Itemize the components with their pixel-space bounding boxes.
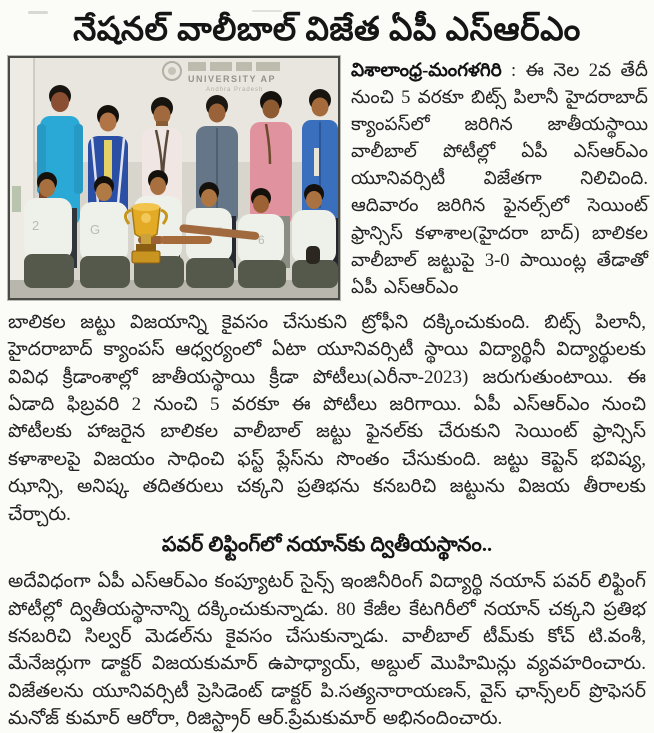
article-intro [351, 58, 648, 302]
subheading: పవర్ లిఫ్టింగ్‌లో నయాన్‌కు ద్వితీయస్థానం.. [161, 534, 493, 557]
team-photo [8, 56, 340, 300]
svg-text:6: 6 [258, 233, 265, 247]
intro-text: ఈ నెల 2వ తేదీ నుంచి 5 వరకూ బిట్స్ పిలానీ హైదరాబాద్ క్యాంపస్‌లో జరిగిన జాతీయస్థాయి వాలీబాల్ పోటీల్లో ఏపీ ఎస్ఆర్ఎం యూనివర్సిటీ విజేతగా నిలిచింది. ఆదివారం జరిగిన ఫైనల్స్‌లో సెయింట్ ఫ్రాన్సిస్ కళాశాల(హైదరా బాద్) బాలికల వాలీబాల్ జట్టుపై 3-0 పాయింట్ల తేడాతో ఏపీ ఎస్ఆర్ఎం [351, 61, 648, 298]
article-body-2: అదేవిధంగా ఏపీ ఎస్ఆర్ఎం కంప్యూటర్ సైన్స్ ఇంజినీరింగ్ విద్యార్థి నయాన్ పవర్ లిఫ్టింగ్ పోటీల్లో ద్వితీయస్థానాన్ని దక్కించుకున్నాడు. 80 కేజీల కేటగిరీలో నయాన్ చక్కని ప్రతిభ కనబరిచి సిల్వర్ మెడల్‌ను కైవసం చేసుకున్నాడు. వాలీబాల్ టీమ్‌కు కోచ్ టి.వంశీ, మేనేజర్లుగా డాక్టర్ విజయకుమార్ ఉపాధ్యాయ్, అబ్దుల్ మొహిమిన్లు వ్యవహరించారు. విజేతలను యూనివర్సిటీ ప్రెసిడెంట్ డాక్టర్ పి.సత్యనారాయణన్, వైస్ ఛాన్స్‌లర్ ప్రొఫెసర్ మనోజ్ కుమార్ ఆరోరా, రిజిస్ట్రార్ ఆర్.ప్రేమకుమార్ అభినందించారు. [8, 571, 646, 730]
scan-artifact [28, 11, 48, 14]
dateline-separator: : [501, 61, 526, 81]
svg-text:2: 2 [32, 218, 40, 233]
dateline: విశాలాంధ్ర-మంగళగిరి [351, 61, 502, 81]
sign-title: UNIVERSITY AP [188, 74, 277, 84]
plant-blur [12, 186, 21, 212]
article-top-section [0, 56, 654, 302]
scan-artifact [252, 10, 282, 12]
newspaper-clipping [0, 10, 654, 732]
headline: నేషనల్ వాలీబాల్ విజేత ఏపీ ఎస్ఆర్ఎం [73, 12, 581, 48]
article-body-1: బాలికల జట్టు విజయాన్ని కైవసం చేసుకుని ట్రోఫీని దక్కించుకుంది. బిట్స్ పిలానీ, హైదరాబాద్ క్యాంపస్ ఆధ్వర్యంలో ఏటా యూనివర్సిటీ స్థాయి విద్యార్థినీ విద్యార్థులకు వివిధ క్రీడాంశాల్లో జాతీయస్థాయి క్రీడా పోటీలు(ఎరీనా-2023) జరుగుతుంటాయి. ఈ ఏడాది ఫిబ్రవరి 2 నుంచి 5 వరకూ ఈ పోటీలు జరిగాయి. ఏపీ ఎస్ఆర్ఎం నుంచి పోటీలకు హాజరైన బాలికల వాలీబాల్ జట్టు ఫైనల్‌కు చేరుకుని సెయింట్ ఫ్రాన్సిస్ కళాశాలపై విజయం సాధించి ఫస్ట్ ప్లేస్‌ను సొంతం చేసుకుంది. జట్టు కెప్టెన్ భవిష్య, ఝాన్సి, అనిష్క తదితరులు చక్కని ప్రతిభను కనబరిచి జట్టును విజయ తీరాలకు చేర్చారు. [8, 311, 646, 525]
svg-text:G: G [90, 222, 101, 237]
sign-subtitle: Andhra Pradesh [206, 87, 264, 93]
